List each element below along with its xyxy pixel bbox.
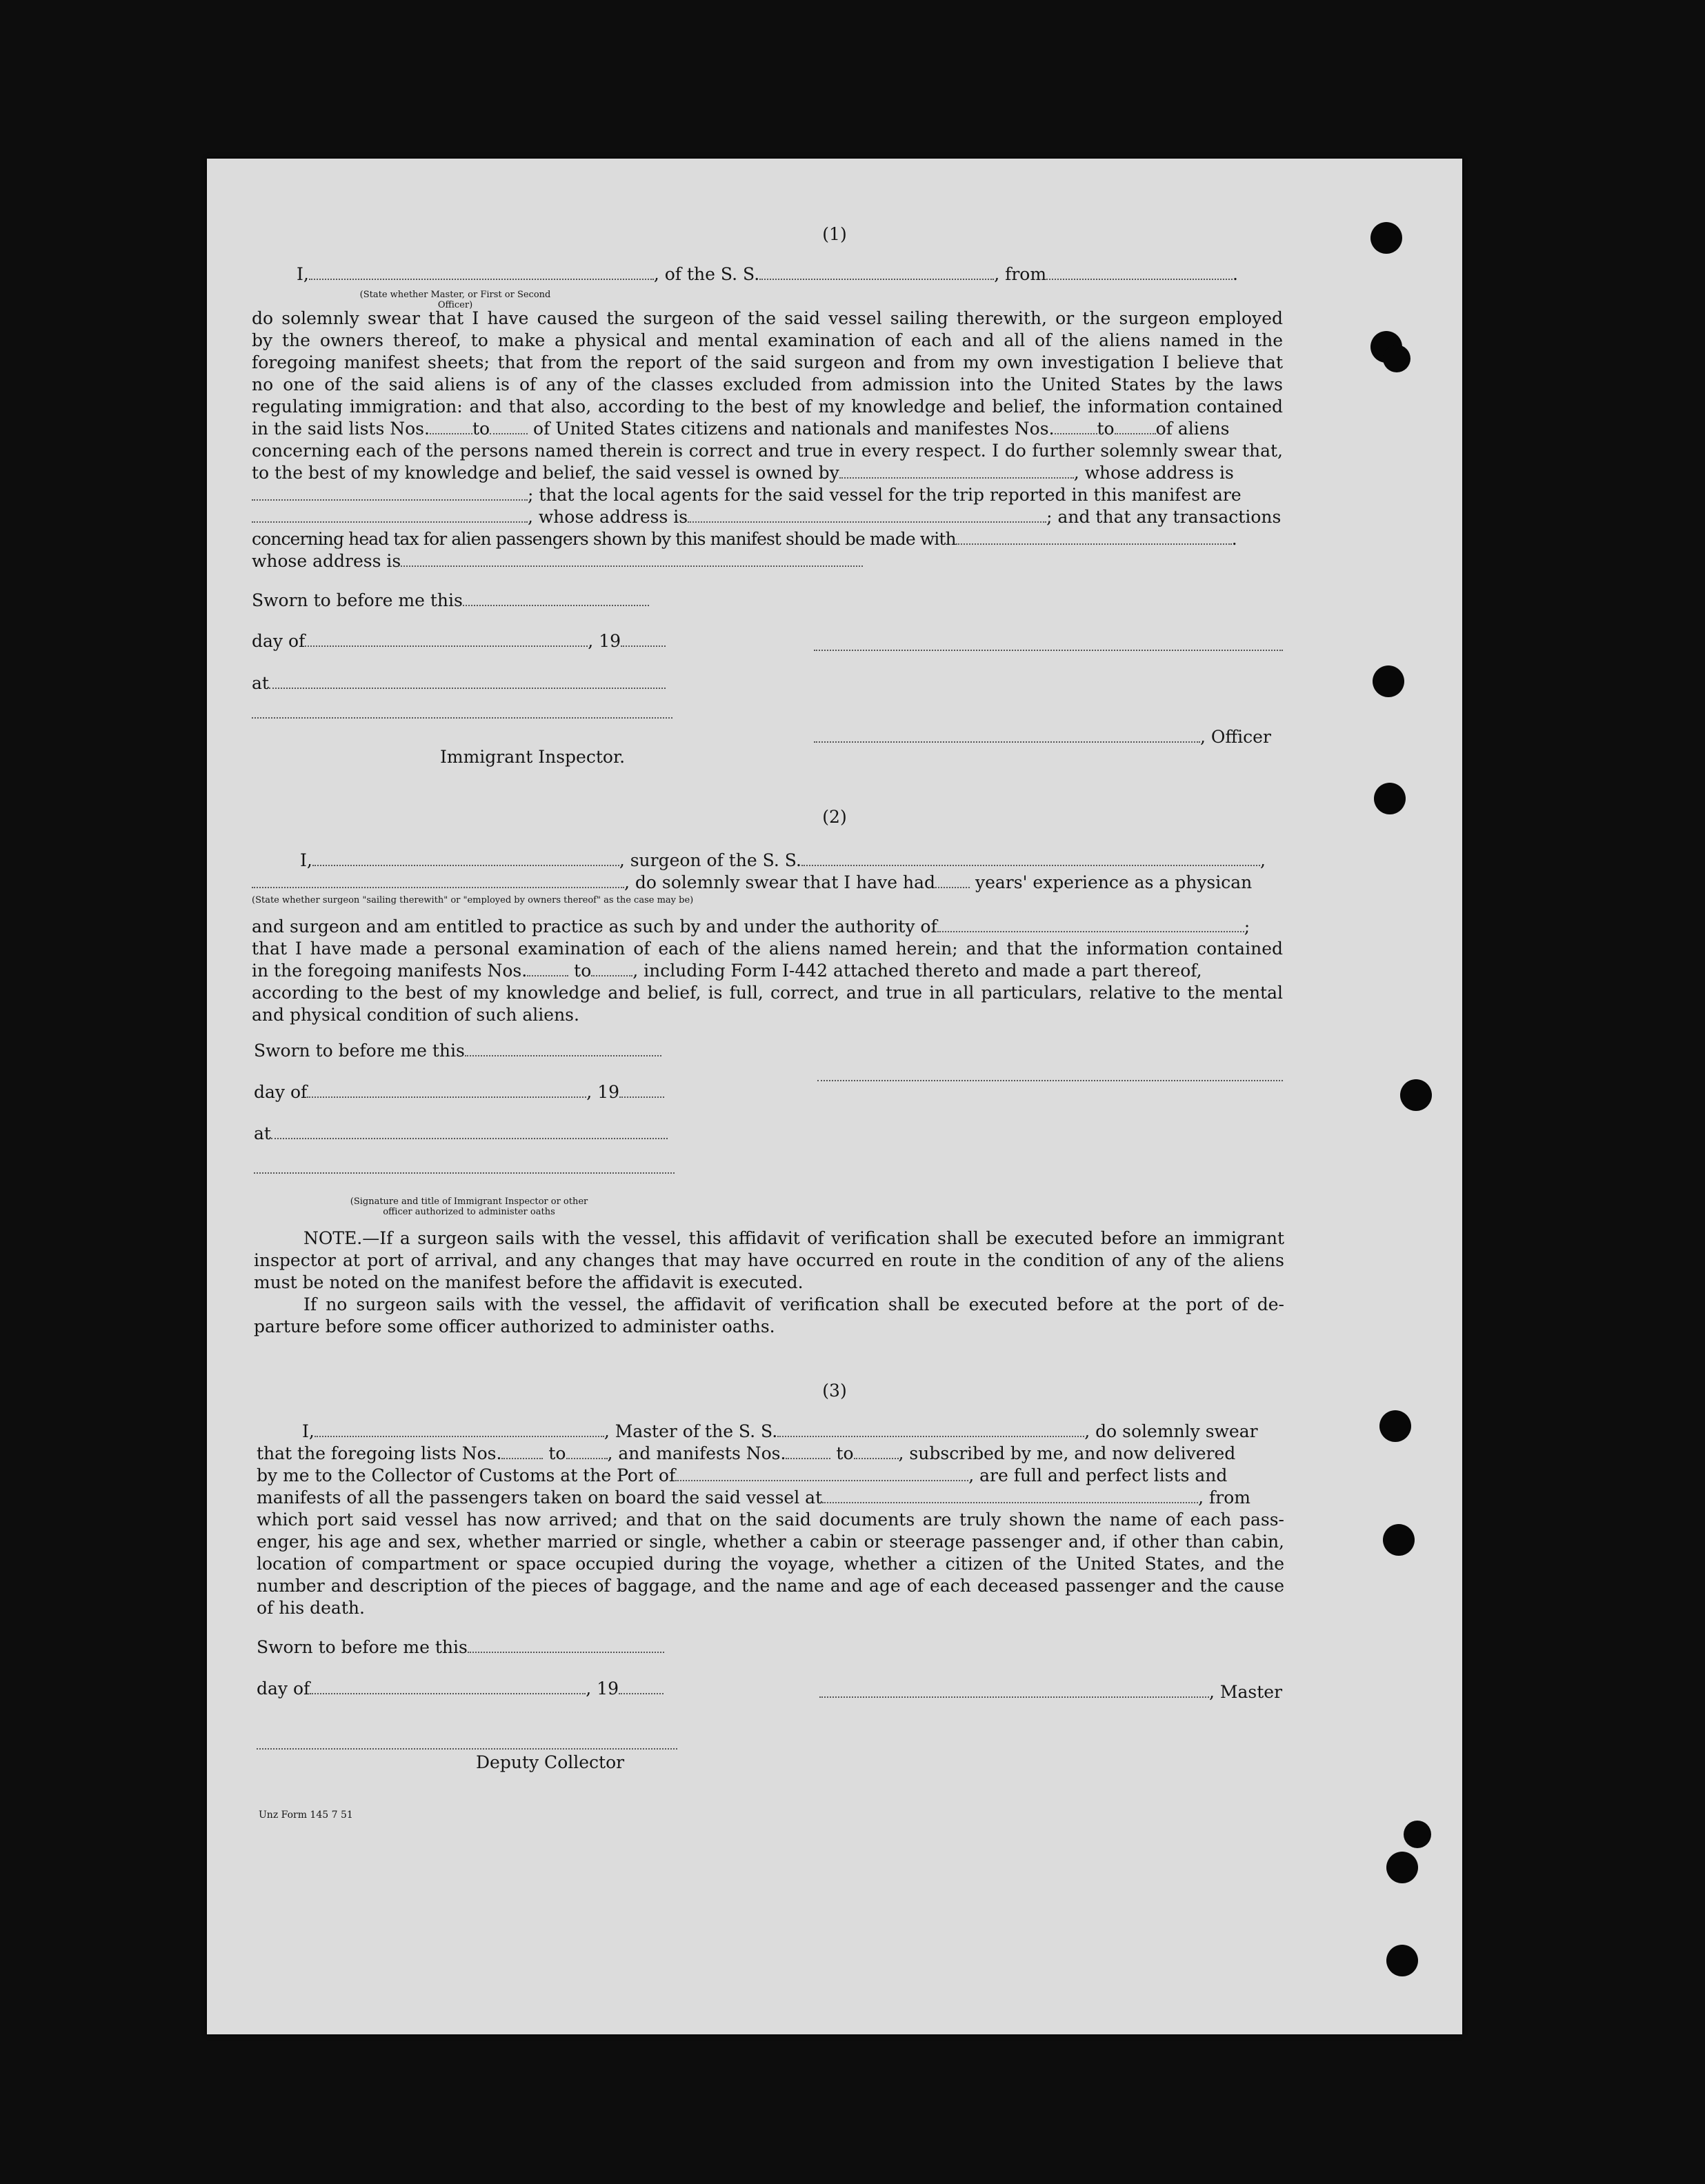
section-2-authority-line: and surgeon and am entitled to practice as such by and under the authority of ; (252, 916, 1250, 936)
signature-title-note-line: (Signature and title of Immigrant Inspector or other (350, 1196, 588, 1207)
note-line: inspector at port of arrival, and any changes that may have occurred en route in the condition of any of the aliens (254, 1250, 1284, 1270)
section-3-oath-line: enger, his age and sex, whether married or single, whether a cabin or steerage passenger and, if other than cabin, (257, 1532, 1284, 1552)
note-line: parture before some officer authorized to administer oaths. (254, 1316, 775, 1336)
section-3-line-2: that the foregoing lists Nos. to , and manifests Nos. to , subscribed by me, and now delivered (257, 1443, 1236, 1463)
section-3-oath-line: number and description of the pieces of baggage, and the name and age of each deceased passenger and the cause (257, 1576, 1284, 1596)
punch-hole (1386, 1945, 1418, 1976)
section-2-at: at (254, 1123, 668, 1145)
section-1-oath-line: no one of the said aliens is of any of the classes excluded from admission into the United States by the laws (252, 374, 1283, 394)
section-1-oath-line: by the owners thereof, to make a physical and mental examination of each and all of the aliens named in the (252, 330, 1283, 350)
section-3-sworn: Sworn to before me this (257, 1636, 664, 1659)
section-1-inspector-signature-line (252, 717, 672, 719)
section-3-day-of: day of , 19 (257, 1678, 664, 1700)
surgeon-note: (State whether surgeon "sailing therewith" or "employed by owners thereof" as the case may be) (252, 895, 694, 905)
section-2-number: (2) (822, 807, 847, 827)
section-3-line-4: manifests of all the passengers taken on board the said vessel at , from (257, 1487, 1250, 1507)
section-1-day-of: day of , 19 (252, 630, 666, 652)
section-1-number: (1) (822, 224, 847, 244)
section-3-number: (3) (822, 1381, 847, 1401)
punch-hole (1386, 1852, 1418, 1883)
section-1-oath-line: do solemnly swear that I have caused the surgeon of the said vessel sailing therewith, or the surgeon employed (252, 308, 1283, 328)
section-1-agents-address-line: , whose address is ; and that any transactions (252, 506, 1281, 528)
section-1-signature-line (814, 650, 1283, 651)
section-1-owned-line: to the best of my knowledge and belief, the said vessel is owned by , whose address is (252, 463, 1234, 483)
section-1-sworn: Sworn to before me this (252, 590, 649, 612)
section-3-line-3: by me to the Collector of Customs at the Port of , are full and perfect lists and (257, 1465, 1228, 1485)
section-3-collector-signature-line (257, 1748, 677, 1750)
section-2-inspector-signature-line (254, 1172, 675, 1174)
section-1-oath-line: concerning each of the persons named therein is correct and true in every respect. I do further solemnly swear that, (252, 441, 1283, 461)
section-2-manifests-line: in the foregoing manifests Nos. to , including Form I-442 attached thereto and made a part thereof, (252, 961, 1202, 981)
note-line: must be noted on the manifest before the affidavit is executed. (254, 1272, 804, 1292)
section-1-lists-line: in the said lists Nos. to of United States citizens and nationals and manifestes Nos. to of aliens (252, 419, 1230, 439)
section-3-oath-line: which port said vessel has now arrived; and that on the said documents are truly shown the name of each pass- (257, 1510, 1284, 1530)
punch-hole (1383, 345, 1410, 372)
signature-title-note (303, 1196, 635, 1217)
section-1-oath-line: foregoing manifest sheets; that from the report of the said surgeon and from my own investigation I believe that (252, 352, 1283, 372)
punch-hole (1383, 1524, 1415, 1556)
section-1-oath-line: regulating immigration: and that also, according to the best of my knowledge and belief, the information contained (252, 397, 1283, 417)
section-2-condition-line: and physical condition of such aliens. (252, 1005, 579, 1025)
section-3-line-1: I, , Master of the S. S. , do solemnly swear (302, 1421, 1258, 1441)
punch-hole (1400, 1079, 1432, 1111)
punch-hole (1379, 1410, 1411, 1442)
section-1-head-tax-line: concerning head tax for alien passengers shown by this manifest should be made with . (252, 529, 1237, 549)
note-line: NOTE.—If a surgeon sails with the vessel, this affidavit of verification shall be executed before an immigrant (303, 1228, 1284, 1248)
manifest-back-page (207, 159, 1462, 2034)
section-2-belief-line: according to the best of my knowledge and belief, is full, correct, and true in all particulars, relative to the mental (252, 983, 1283, 1003)
punch-hole (1404, 1821, 1431, 1848)
section-1-whose-address: whose address is (252, 550, 863, 572)
section-1-agents-line: ; that the local agents for the said vessel for the trip reported in this manifest are (252, 484, 1242, 506)
section-2-day-of: day of , 19 (254, 1081, 664, 1103)
section-2-exam-line: that I have made a personal examination of each of the aliens named herein; and that the information contained (252, 939, 1283, 959)
section-2-sworn: Sworn to before me this (254, 1040, 661, 1062)
immigrant-inspector-label: Immigrant Inspector. (440, 747, 626, 767)
section-2-line-2: , do solemnly swear that I have had years' experience as a physican (252, 872, 1252, 894)
form-number: Unz Form 145 7 51 (259, 1810, 353, 1821)
section-2-line-1: I, , surgeon of the S. S. , (300, 850, 1266, 870)
section-3-oath-line: location of compartment or space occupied during the voyage, whether a citizen of the United States, and the (257, 1554, 1284, 1574)
punch-hole (1373, 665, 1404, 697)
signature-title-note-line: officer authorized to administer oaths (383, 1207, 555, 1217)
section-2-signature-line (817, 1080, 1283, 1081)
note-line: If no surgeon sails with the vessel, the affidavit of verification shall be executed before at the port of de- (303, 1294, 1284, 1314)
section-1-line-1: I, , of the S. S. , from . (297, 264, 1238, 284)
section-1-officer: , Officer (814, 726, 1271, 748)
section-3-master: , Master (819, 1681, 1282, 1703)
section-3-oath-line: of his death. (257, 1598, 365, 1618)
master-officer-note: (State whether Master, or First or Second Officer) (359, 290, 551, 310)
deputy-collector-label: Deputy Collector (476, 1752, 625, 1772)
section-1-at: at (252, 672, 666, 694)
